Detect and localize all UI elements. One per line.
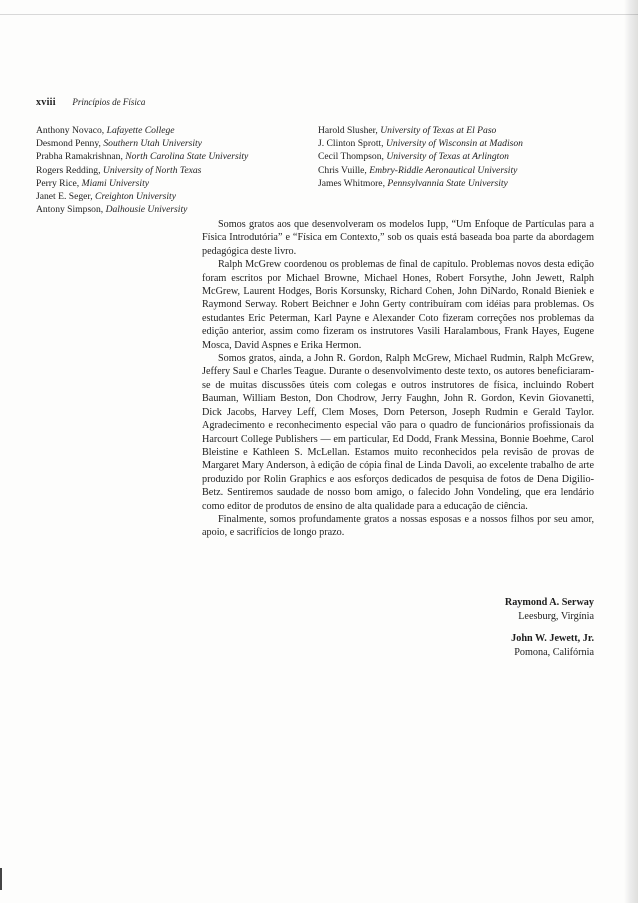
reviewer-entry [36,177,248,190]
scan-edge-mark [0,868,2,890]
reviewer-entry [36,190,248,203]
body-paragraph: Ralph McGrew coordenou os problemas de final de capítulo. Problemas novos desta edição foram escritos por Michael Browne, Michael Hones, Robert Forsythe, John Jewett, Ralph McGrew, Laurent Hodges, Boris Korsunsky, Richard Cohen, John DiNardo, Ronald Bieniek e Raymond Serway. Robert Beichner e John Gerty contribuíram com idéias para problemas. Os estudantes Eric Peterman, Karl Payne e Alexander Coto fizeram correções nos problemas da edição anterior, assim como fizeram os instrutores Vasili Haralambous, Frank Hayes, Eugene Mosca, David Aspnes e Erika Hermon. [202,259,594,351]
acknowledgments-body [202,218,594,540]
scan-top-rule [0,14,638,15]
author-place: Leesburg, Virgínia [518,611,594,622]
scan-gutter-shadow [624,0,638,903]
reviewer-affiliation: University of North Texas [102,164,202,176]
reviewer-affiliation: Southern Utah University [103,138,202,150]
reviewer-entry [36,124,248,137]
reviewer-entry [318,137,523,150]
reviewer-affiliation: Miami University [81,177,149,189]
body-paragraph: Somos gratos, ainda, a John R. Gordon, Ralph McGrew, Michael Rudmin, Ralph McGrew, Jeffery Saul e Charles Teague. Durante o desenvolvimento deste texto, os autores beneficiaram-se de muitas discussões úteis com colegas e outros instrutores de física, incluindo Robert Bauman, William Beston, Don Chodrow, Jerry Faughn, John R. Gordon, Kevin Giovanetti, Dick Jacobs, Harvey Leff, Clem Moses, Dorn Peterson, Joseph Rudmin e Gerald Taylor. Agradecimento e reconhecimento especial vão para o quadro de funcionários profissionais da Harcourt College Publishers — em particular, Ed Dodd, Frank Messina, Bonnie Boehme, Carol Bleistine e Kathleen S. McLellan. Estamos muito reconhecidos pela revisão de provas de Margaret Mary Anderson, à edição de cópia final de Linda Davoli, ao excelente trabalho de arte produzido por Rolin Graphics e aos esforços dedicados de pesquisa de fotos de Dena Digilio-Betz. Sentiremos saudade de nosso bom amigo, o falecido John Vondeling, que era lendário como editor de produtos de ensino de alta qualidade para a educação de ciência. [202,353,594,512]
reviewer-name: Rogers Redding, [36,164,101,176]
reviewer-affiliation: North Carolina State University [125,151,249,163]
signature-block [505,632,594,660]
reviewer-name: Anthony Novaco, [36,125,105,136]
reviewer-affiliation: Pennsylvannia State University [387,177,508,189]
book-title: Princípios de Física [72,97,146,107]
reviewer-name: James Whitmore, [318,177,385,189]
author-signatures [505,596,594,660]
reviewer-affiliation: Lafayette College [106,125,175,136]
reviewer-name: Perry Rice, [36,177,80,189]
reviewer-affiliation: University of Wisconsin at Madison [385,138,523,150]
reviewer-name: Prabha Ramakrishnan, [36,151,123,163]
reviewer-entry [36,137,248,150]
reviewer-name: Harold Slusher, [318,125,378,136]
reviewer-entry [318,164,523,177]
page-number: xviii [36,97,56,108]
reviewer-list-left [36,124,248,216]
reviewer-name: Desmond Penny, [36,138,101,150]
reviewer-entry [36,203,248,216]
reviewer-name: Cecil Thompson, [318,151,384,163]
reviewer-affiliation: Dalhousie University [105,204,188,216]
reviewer-affiliation: Embry-Riddle Aeronautical University [369,164,518,176]
author-name: John W. Jewett, Jr. [511,633,594,644]
reviewer-affiliation: University of Texas at El Paso [380,125,497,136]
reviewer-name: Antony Simpson, [36,204,104,216]
reviewer-entry [318,177,523,190]
author-place: Pomona, Califórnia [514,647,594,658]
reviewer-list-right [318,124,523,190]
running-head [36,97,145,108]
reviewer-name: Janet E. Seger, [36,191,93,203]
reviewer-name: J. Clinton Sprott, [318,138,384,150]
author-name: Raymond A. Serway [504,597,594,608]
reviewer-affiliation: Creighton University [95,191,176,203]
reviewer-entry [318,124,523,137]
reviewer-affiliation: University of Texas at Arlington [386,151,509,163]
body-paragraph: Somos gratos aos que desenvolveram os modelos Iupp, “Um Enfoque de Partículas para a Física Introdutória” e “Física em Contexto,” sob os quais está baseada boa parte da abordagem pedagógica deste livro. [202,219,594,257]
reviewer-entry [36,164,248,177]
signature-block [505,596,594,624]
reviewer-entry [36,150,248,163]
reviewer-name: Chris Vuille, [318,164,367,176]
reviewer-entry [318,150,523,163]
body-paragraph: Finalmente, somos profundamente gratos a nossas esposas e a nossos filhos por seu amor, apoio, e sacrifícios de longo prazo. [202,513,594,539]
